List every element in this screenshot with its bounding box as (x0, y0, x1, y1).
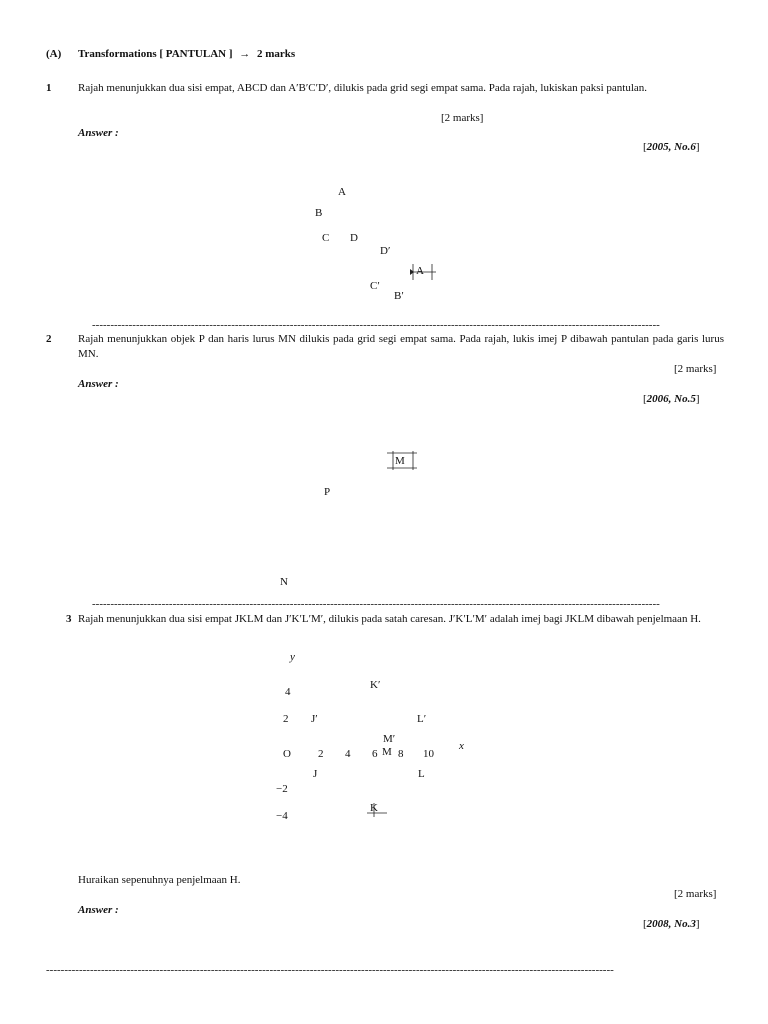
q3-label-m: M (382, 746, 392, 758)
q3-label-m-prime: M′ (383, 733, 396, 745)
q3-label-l-prime: L′ (417, 713, 427, 725)
q3-answer-label: Answer : (78, 904, 119, 916)
q3-tick-x10: 10 (423, 748, 434, 760)
q3-label-x-axis: x (459, 740, 464, 752)
q1-label-b: B (315, 207, 323, 219)
q2-reference: [2006, No.5] (643, 393, 700, 405)
q2-label-m: M (395, 455, 405, 467)
section-marks: 2 marks (257, 48, 296, 60)
q3-label-l: L (418, 768, 425, 780)
q2-label-n: N (280, 576, 288, 588)
q3-label-k: K (370, 802, 378, 814)
q2-ref-no: No.5 (674, 393, 696, 405)
divider: ----------------------------------------------------------------------------------------------------------------------------------------------------------- (92, 320, 660, 331)
q3-origin-label: O (283, 748, 291, 760)
q3-text-body: Rajah menunjukkan dua sisi empat JKLM dan J′K′L′M′, dilukis pada satah caresan. J′K′L′M′ adalah imej bagi JKLM dibawah penjelmaan H. (78, 613, 701, 625)
q1-marks: [2 marks] (441, 112, 484, 124)
q2-label-p: P (324, 486, 331, 498)
q3-tick-x8: 8 (398, 748, 404, 760)
section-title (78, 48, 295, 60)
q1-label-c-prime: C′ (370, 280, 380, 292)
q2-number: 2 (46, 333, 52, 345)
q3-ref-year: 2008, (646, 918, 672, 930)
q1-number: 1 (46, 82, 52, 94)
arrow-icon: → (239, 48, 251, 60)
q3-number: 3 (66, 613, 72, 625)
q3-ref-no: No.3 (674, 918, 696, 930)
q2-ref-year: 2006, (646, 393, 672, 405)
divider: ----------------------------------------------------------------------------------------------------------------------------------------------------------- (92, 599, 660, 610)
q1-label-a: A (338, 186, 346, 198)
q1-text: Rajah menunjukkan dua sisi empat, ABCD dan A′B′C′D′, dilukis pada grid segi empat sama. Pada rajah, lukiskan paksi pantulan. (78, 82, 648, 94)
q3-label-j-prime: J′ (311, 713, 318, 725)
divider: ----------------------------------------------------------------------------------------------------------------------------------------------------------- (46, 965, 614, 976)
section-label: (A) (46, 48, 62, 60)
q3-text (78, 612, 708, 627)
section-title-text: Transformations [ PANTULAN ] (78, 48, 233, 60)
q3-label-j: J (313, 768, 318, 780)
q3-tick-y2: 2 (283, 713, 289, 725)
q1-ref-year: 2005, (646, 141, 672, 153)
q1-label-c: C (322, 232, 330, 244)
q3-tick-x6: 6 (372, 748, 378, 760)
q3-tick-x4: 4 (345, 748, 351, 760)
q3-marks: [2 marks] (674, 888, 717, 900)
q3-prompt: Huraikan sepenuhnya penjelmaan H. (78, 874, 241, 886)
q3-label-k-prime: K′ (370, 679, 381, 691)
q3-tick-y4: 4 (285, 686, 291, 698)
q3-tick-x2: 2 (318, 748, 324, 760)
q1-reference: [2005, No.6] (643, 141, 700, 153)
q2-answer-label: Answer : (78, 378, 119, 390)
q1-label-d-prime: D′ (380, 245, 391, 257)
q3-label-y-axis: y (290, 651, 295, 663)
q2-marks: [2 marks] (674, 363, 717, 375)
q2-text: Rajah menunjukkan objek P dan haris lurus MN dilukis pada grid segi empat sama. Pada rajah, lukis imej P dibawah pantulan pada garis lurus MN. (78, 333, 724, 360)
q1-label-d: D (350, 232, 358, 244)
q1-label-b-prime: B′ (394, 290, 404, 302)
q1-answer-label: Answer : (78, 127, 119, 139)
q3-tick-yneg4: −4 (276, 810, 288, 822)
q3-tick-yneg2: −2 (276, 783, 288, 795)
q3-reference: [2008, No.3] (643, 918, 700, 930)
q1-ref-no: No.6 (674, 141, 696, 153)
q1-label-a-prime: A (416, 265, 424, 277)
